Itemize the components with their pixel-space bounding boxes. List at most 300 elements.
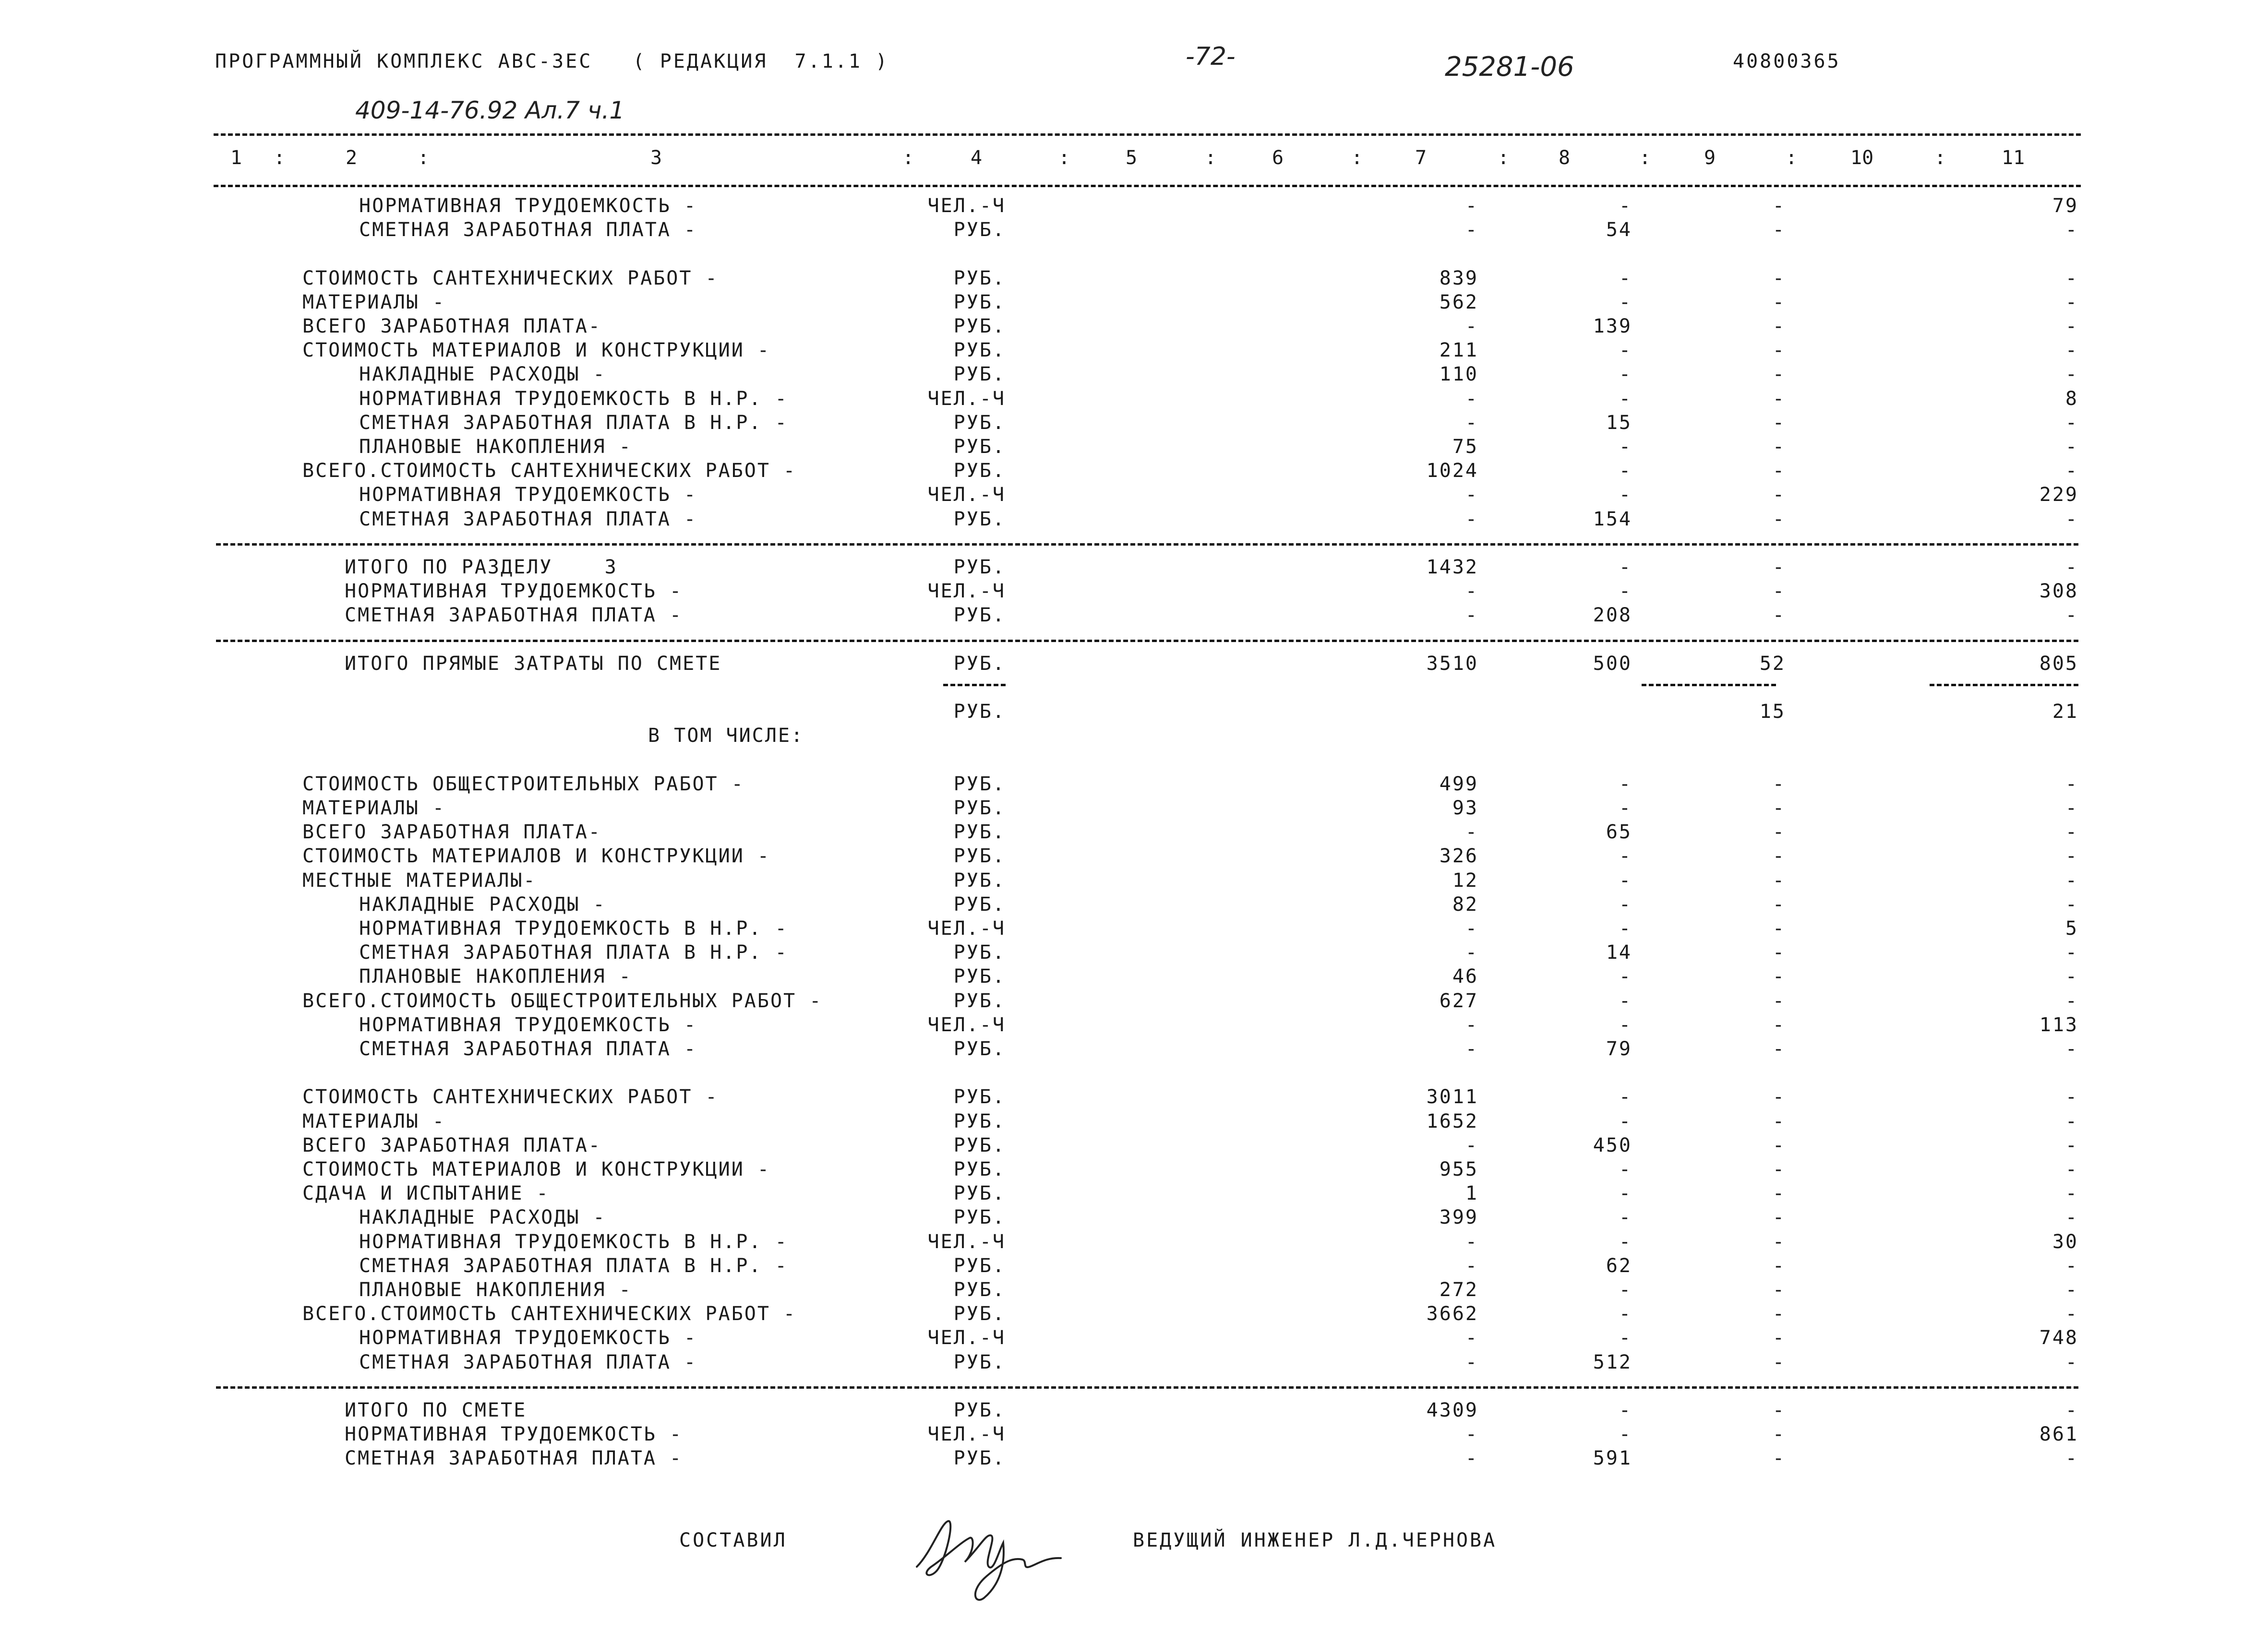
- cell-col9: -: [1772, 412, 1786, 434]
- cell-col8: -: [1619, 556, 1632, 578]
- cell-col9: 52: [1759, 653, 1786, 675]
- column-number: 6: [1272, 147, 1284, 169]
- cell-col8: -: [1619, 460, 1632, 482]
- table-row: [0, 941, 2268, 964]
- cell-col8: 54: [1606, 219, 1632, 241]
- row-label: СДАЧА И ИСПЫТАНИЕ -: [302, 1182, 550, 1204]
- cell-col11: -: [2065, 1206, 2078, 1228]
- row-unit: ЧЕЛ.-Ч: [927, 484, 1006, 506]
- table-row: [0, 652, 2268, 675]
- section-rule: [216, 1386, 2078, 1389]
- table-row: [0, 1085, 2268, 1108]
- cell-col8: -: [1619, 1303, 1632, 1325]
- cell-col8: -: [1619, 965, 1632, 988]
- cell-col11: -: [2065, 1086, 2078, 1108]
- row-label: СМЕТНАЯ ЗАРАБОТНАЯ ПЛАТА -: [359, 1038, 697, 1060]
- cell-col11: -: [2065, 1447, 2078, 1469]
- row-unit: РУБ.: [953, 845, 1006, 867]
- table-row: [0, 580, 2268, 603]
- table-row: [0, 1110, 2268, 1133]
- row-unit: РУБ.: [953, 267, 1006, 289]
- cell-col8: -: [1619, 917, 1632, 940]
- row-label: СМЕТНАЯ ЗАРАБОТНАЯ ПЛАТА -: [345, 1447, 683, 1469]
- cell-col9: -: [1772, 436, 1786, 458]
- cell-col11: 308: [2039, 580, 2078, 602]
- cell-col11: -: [2065, 556, 2078, 578]
- cell-col11: -: [2065, 315, 2078, 337]
- row-label: НОРМАТИВНАЯ ТРУДОЕМКОСТЬ -: [359, 1327, 697, 1349]
- row-unit: РУБ.: [953, 339, 1006, 361]
- cell-col11: 805: [2039, 653, 2078, 675]
- cell-col11: -: [2065, 460, 2078, 482]
- row-label: ВСЕГО ЗАРАБОТНАЯ ПЛАТА-: [302, 315, 601, 337]
- table-row: [0, 821, 2268, 844]
- row-label: ПЛАНОВЫЕ НАКОПЛЕНИЯ -: [359, 965, 632, 988]
- row-unit: РУБ.: [953, 990, 1006, 1012]
- cell-col8: -: [1619, 773, 1632, 795]
- row-label: ИТОГО ПРЯМЫЕ ЗАТРАТЫ ПО СМЕТЕ: [345, 653, 722, 675]
- row-unit: РУБ.: [953, 1206, 1006, 1228]
- row-label: НОРМАТИВНАЯ ТРУДОЕМКОСТЬ В Н.Р. -: [359, 1231, 788, 1253]
- table-row: [0, 267, 2268, 290]
- cell-col9: -: [1772, 460, 1786, 482]
- cell-col8: -: [1619, 1086, 1632, 1108]
- page-number: -72-: [1186, 42, 1236, 71]
- row-unit: РУБ.: [953, 1447, 1006, 1469]
- cell-col7: 110: [1439, 363, 1478, 385]
- cell-col11: -: [2065, 604, 2078, 626]
- cell-col11: -: [2065, 941, 2078, 964]
- table-row: [0, 700, 2268, 723]
- cell-col9: -: [1772, 315, 1786, 337]
- cell-col8: 591: [1593, 1447, 1632, 1469]
- cell-col9: -: [1772, 1303, 1786, 1325]
- table-row: [0, 387, 2268, 410]
- row-label: НОРМАТИВНАЯ ТРУДОЕМКОСТЬ -: [359, 1014, 697, 1036]
- cell-col9: -: [1772, 990, 1786, 1012]
- cell-col7: -: [1465, 1014, 1478, 1036]
- column-number: 4: [971, 147, 983, 169]
- cell-col9: -: [1772, 941, 1786, 964]
- cell-col9: -: [1772, 484, 1786, 506]
- cell-col7: 46: [1452, 965, 1478, 988]
- row-unit: РУБ.: [953, 1086, 1006, 1108]
- cell-col9: -: [1772, 1327, 1786, 1349]
- cell-col7: 272: [1439, 1279, 1478, 1301]
- row-unit: РУБ.: [953, 870, 1006, 892]
- cell-col7: 211: [1439, 339, 1478, 361]
- row-label: НОРМАТИВНАЯ ТРУДОЕМКОСТЬ -: [359, 195, 697, 217]
- row-unit: РУБ.: [953, 1255, 1006, 1277]
- cell-col7: 627: [1439, 990, 1478, 1012]
- cell-col9: -: [1772, 363, 1786, 385]
- table-row: [0, 1230, 2268, 1253]
- cell-col9: -: [1772, 845, 1786, 867]
- cell-col8: 154: [1593, 508, 1632, 530]
- cell-col11: 748: [2039, 1327, 2078, 1349]
- cell-col7: 1652: [1426, 1110, 1478, 1132]
- cell-col8: -: [1619, 195, 1632, 217]
- cell-col9: -: [1772, 1110, 1786, 1132]
- column-number: 11: [2002, 147, 2025, 169]
- row-unit: РУБ.: [953, 797, 1006, 819]
- table-row: [0, 1037, 2268, 1060]
- cell-col8: 62: [1606, 1255, 1632, 1277]
- table-row: [0, 459, 2268, 482]
- cell-col7: -: [1465, 941, 1478, 964]
- cell-col11: -: [2065, 965, 2078, 988]
- cell-col7: -: [1465, 1134, 1478, 1156]
- column-number: 7: [1415, 147, 1427, 169]
- cell-col7: -: [1465, 412, 1478, 434]
- cell-col11: -: [2065, 1255, 2078, 1277]
- row-unit: РУБ.: [953, 436, 1006, 458]
- cell-col7: 82: [1452, 893, 1478, 916]
- cell-col11: 79: [2052, 195, 2078, 217]
- table-row: [0, 917, 2268, 940]
- cell-col11: 5: [2065, 917, 2078, 940]
- cell-col8: 139: [1593, 315, 1632, 337]
- row-label: СМЕТНАЯ ЗАРАБОТНАЯ ПЛАТА -: [345, 604, 683, 626]
- cell-col9: -: [1772, 1038, 1786, 1060]
- cell-col9: -: [1772, 1158, 1786, 1180]
- row-unit: РУБ.: [953, 219, 1006, 241]
- row-label: НАКЛАДНЫЕ РАСХОДЫ -: [359, 363, 606, 385]
- cell-col8: -: [1619, 797, 1632, 819]
- row-unit: РУБ.: [953, 893, 1006, 916]
- cell-col11: -: [2065, 821, 2078, 843]
- column-number: 10: [1850, 147, 1874, 169]
- cell-col11: -: [2065, 990, 2078, 1012]
- cell-col9: -: [1772, 580, 1786, 602]
- row-unit: РУБ.: [953, 556, 1006, 578]
- table-row: [0, 291, 2268, 314]
- row-unit: ЧЕЛ.-Ч: [927, 1231, 1006, 1253]
- cell-col7: 839: [1439, 267, 1478, 289]
- table-row: [0, 604, 2268, 627]
- row-unit: РУБ.: [953, 604, 1006, 626]
- sheet-code: 40800365: [1733, 50, 1841, 72]
- cell-col7: 3662: [1426, 1303, 1478, 1325]
- table-row: [0, 435, 2268, 458]
- column-number: 1: [230, 147, 242, 169]
- row-unit: РУБ.: [953, 653, 1006, 675]
- table-row: [0, 218, 2268, 241]
- row-unit: ЧЕЛ.-Ч: [927, 388, 1006, 410]
- cell-col8: -: [1619, 1423, 1632, 1445]
- cell-col11: -: [2065, 1038, 2078, 1060]
- cell-col9: -: [1772, 1399, 1786, 1421]
- row-unit: ЧЕЛ.-Ч: [927, 195, 1006, 217]
- cell-col8: 450: [1593, 1134, 1632, 1156]
- cell-col7: 1: [1465, 1182, 1478, 1204]
- row-label: В ТОМ ЧИСЛЕ:: [648, 725, 804, 747]
- column-number: 9: [1704, 147, 1716, 169]
- cell-col7: 75: [1452, 436, 1478, 458]
- row-label: НОРМАТИВНАЯ ТРУДОЕМКОСТЬ В Н.Р. -: [359, 917, 788, 940]
- row-unit: РУБ.: [953, 1134, 1006, 1156]
- cell-col9: -: [1772, 870, 1786, 892]
- cell-col9: -: [1772, 195, 1786, 217]
- cell-col11: -: [2065, 219, 2078, 241]
- cell-col7: -: [1465, 580, 1478, 602]
- cell-col9: -: [1772, 1447, 1786, 1469]
- cell-col7: 1432: [1426, 556, 1478, 578]
- column-number: 5: [1126, 147, 1138, 169]
- row-label: ИТОГО ПО РАЗДЕЛУ 3: [345, 556, 618, 578]
- table-row: [0, 1206, 2268, 1229]
- table-row: [0, 508, 2268, 531]
- table-row: [0, 1326, 2268, 1349]
- cell-col8: -: [1619, 363, 1632, 385]
- row-label: СТОИМОСТЬ МАТЕРИАЛОВ И КОНСТРУКЦИИ -: [302, 339, 770, 361]
- composed-label: СОСТАВИЛ: [679, 1529, 787, 1551]
- table-row: [0, 724, 2268, 747]
- cell-col11: -: [2065, 267, 2078, 289]
- row-label: НАКЛАДНЫЕ РАСХОДЫ -: [359, 1206, 606, 1228]
- cell-col9: -: [1772, 339, 1786, 361]
- cell-col9: -: [1772, 291, 1786, 313]
- cell-col7: -: [1465, 1231, 1478, 1253]
- cell-col8: 79: [1606, 1038, 1632, 1060]
- table-row: [0, 194, 2268, 217]
- cell-col9: -: [1772, 1279, 1786, 1301]
- cell-col7: -: [1465, 484, 1478, 506]
- cell-col11: 229: [2039, 484, 2078, 506]
- cell-col8: 14: [1606, 941, 1632, 964]
- row-label: СТОИМОСТЬ САНТЕХНИЧЕСКИХ РАБОТ -: [302, 1086, 719, 1108]
- row-unit: ЧЕЛ.-Ч: [927, 1014, 1006, 1036]
- cell-col9: -: [1772, 267, 1786, 289]
- row-unit: РУБ.: [953, 1110, 1006, 1132]
- cell-col11: -: [2065, 412, 2078, 434]
- row-label: СМЕТНАЯ ЗАРАБОТНАЯ ПЛАТА В Н.Р. -: [359, 1255, 788, 1277]
- cell-col9: -: [1772, 1014, 1786, 1036]
- cell-col7: -: [1465, 821, 1478, 843]
- cell-col7: 3011: [1426, 1086, 1478, 1108]
- cell-col7: 93: [1452, 797, 1478, 819]
- table-row: [0, 1134, 2268, 1157]
- row-label: МАТЕРИАЛЫ -: [302, 291, 445, 313]
- cell-col7: -: [1465, 1351, 1478, 1373]
- table-row: [0, 315, 2268, 338]
- row-unit: ЧЕЛ.-Ч: [927, 1423, 1006, 1445]
- row-label: МАТЕРИАЛЫ -: [302, 1110, 445, 1132]
- subtotal-rule: [1642, 684, 1776, 686]
- table-row: [0, 797, 2268, 820]
- row-unit: РУБ.: [953, 291, 1006, 313]
- cell-col9: -: [1772, 917, 1786, 940]
- table-row: [0, 1351, 2268, 1374]
- section-rule: [216, 640, 2078, 642]
- cell-col9: -: [1772, 773, 1786, 795]
- table-row: [0, 989, 2268, 1013]
- cell-col11: 8: [2065, 388, 2078, 410]
- cell-col8: -: [1619, 1231, 1632, 1253]
- cell-col9: -: [1772, 1351, 1786, 1373]
- row-unit: РУБ.: [953, 315, 1006, 337]
- row-unit: ЧЕЛ.-Ч: [927, 1327, 1006, 1349]
- project-code: 409-14-76.92 Ал.7 ч.1: [355, 96, 625, 124]
- cell-col8: -: [1619, 267, 1632, 289]
- row-label: НОРМАТИВНАЯ ТРУДОЕМКОСТЬ -: [345, 1423, 683, 1445]
- cell-col7: -: [1465, 219, 1478, 241]
- row-unit: РУБ.: [953, 821, 1006, 843]
- cell-col9: -: [1772, 604, 1786, 626]
- cell-col9: -: [1772, 797, 1786, 819]
- subtotal-rule: [1930, 684, 2078, 686]
- row-unit: РУБ.: [953, 363, 1006, 385]
- cell-col8: 208: [1593, 604, 1632, 626]
- cell-col8: -: [1619, 388, 1632, 410]
- table-row: [0, 339, 2268, 362]
- row-unit: РУБ.: [953, 941, 1006, 964]
- cell-col11: 861: [2039, 1423, 2078, 1445]
- row-label: МЕСТНЫЕ МАТЕРИАЛЫ-: [302, 870, 537, 892]
- cell-col7: 3510: [1426, 653, 1478, 675]
- cell-col9: -: [1772, 1231, 1786, 1253]
- cell-col8: -: [1619, 1182, 1632, 1204]
- cell-col8: 65: [1606, 821, 1632, 843]
- row-label: СМЕТНАЯ ЗАРАБОТНАЯ ПЛАТА -: [359, 1351, 697, 1373]
- signature-icon: [902, 1495, 1075, 1605]
- table-row: [0, 869, 2268, 892]
- cell-col11: -: [2065, 870, 2078, 892]
- cell-col9: -: [1772, 965, 1786, 988]
- cell-col8: -: [1619, 484, 1632, 506]
- table-row: [0, 363, 2268, 386]
- row-label: НАКЛАДНЫЕ РАСХОДЫ -: [359, 893, 606, 916]
- row-label: ИТОГО ПО СМЕТЕ: [345, 1399, 527, 1421]
- cell-col8: -: [1619, 1110, 1632, 1132]
- cell-col11: -: [2065, 436, 2078, 458]
- row-label: СТОИМОСТЬ МАТЕРИАЛОВ И КОНСТРУКЦИИ -: [302, 1158, 770, 1180]
- cell-col9: -: [1772, 893, 1786, 916]
- table-row: [0, 1447, 2268, 1470]
- cell-col7: -: [1465, 388, 1478, 410]
- row-unit: РУБ.: [953, 1399, 1006, 1421]
- cell-col7: -: [1465, 1038, 1478, 1060]
- cell-col9: -: [1772, 1182, 1786, 1204]
- cell-col7: -: [1465, 1423, 1478, 1445]
- program-title: ПРОГРАММНЫЙ КОМПЛЕКС АВС-3ЕС ( РЕДАКЦИЯ 7.1.1 ): [215, 50, 889, 72]
- cell-col9: -: [1772, 821, 1786, 843]
- cell-col9: -: [1772, 219, 1786, 241]
- row-unit: РУБ.: [953, 1038, 1006, 1060]
- column-number: 8: [1559, 147, 1571, 169]
- cell-col11: -: [2065, 1134, 2078, 1156]
- row-unit: РУБ.: [953, 1279, 1006, 1301]
- row-label: НОРМАТИВНАЯ ТРУДОЕМКОСТЬ В Н.Р. -: [359, 388, 788, 410]
- cell-col7: -: [1465, 195, 1478, 217]
- cell-col8: -: [1619, 291, 1632, 313]
- row-label: ВСЕГО ЗАРАБОТНАЯ ПЛАТА-: [302, 821, 601, 843]
- row-unit: РУБ.: [953, 773, 1006, 795]
- cell-col11: -: [2065, 508, 2078, 530]
- row-label: ПЛАНОВЫЕ НАКОПЛЕНИЯ -: [359, 1279, 632, 1301]
- table-row: [0, 1158, 2268, 1181]
- row-unit: ЧЕЛ.-Ч: [927, 917, 1006, 940]
- row-label: МАТЕРИАЛЫ -: [302, 797, 445, 819]
- cell-col9: -: [1772, 1134, 1786, 1156]
- table-row: [0, 1278, 2268, 1301]
- cell-col11: -: [2065, 1279, 2078, 1301]
- row-label: НОРМАТИВНАЯ ТРУДОЕМКОСТЬ -: [345, 580, 683, 602]
- cell-col8: -: [1619, 436, 1632, 458]
- cell-col9: -: [1772, 556, 1786, 578]
- subtotal-rule: [943, 684, 1006, 686]
- table-row: [0, 965, 2268, 988]
- row-unit: РУБ.: [953, 1158, 1006, 1180]
- section-rule: [216, 543, 2078, 546]
- cell-col11: -: [2065, 893, 2078, 916]
- cell-col7: 562: [1439, 291, 1478, 313]
- cell-col8: -: [1619, 339, 1632, 361]
- table-row: [0, 1399, 2268, 1422]
- cell-col11: -: [2065, 797, 2078, 819]
- cell-col8: -: [1619, 893, 1632, 916]
- row-unit: РУБ.: [953, 460, 1006, 482]
- cell-col7: 1024: [1426, 460, 1478, 482]
- cell-col11: -: [2065, 339, 2078, 361]
- row-label: ВСЕГО.СТОИМОСТЬ САНТЕХНИЧЕСКИХ РАБОТ -: [302, 1303, 797, 1325]
- table-row: [0, 483, 2268, 506]
- table-row: [0, 845, 2268, 868]
- cell-col8: -: [1619, 1279, 1632, 1301]
- row-label: СМЕТНАЯ ЗАРАБОТНАЯ ПЛАТА В Н.Р. -: [359, 941, 788, 964]
- cell-col8: -: [1619, 1014, 1632, 1036]
- row-unit: ЧЕЛ.-Ч: [927, 580, 1006, 602]
- cell-col7: 399: [1439, 1206, 1478, 1228]
- cell-col11: -: [2065, 1110, 2078, 1132]
- cell-col11: -: [2065, 1158, 2078, 1180]
- cell-col11: 21: [2052, 701, 2078, 723]
- row-label: ПЛАНОВЫЕ НАКОПЛЕНИЯ -: [359, 436, 632, 458]
- cell-col8: -: [1619, 1206, 1632, 1228]
- cell-col8: -: [1619, 1327, 1632, 1349]
- header-top-rule: [214, 133, 2081, 136]
- cell-col9: 15: [1759, 701, 1786, 723]
- cell-col9: -: [1772, 1206, 1786, 1228]
- table-row: [0, 411, 2268, 434]
- column-number: 3: [650, 147, 662, 169]
- cell-col7: 955: [1439, 1158, 1478, 1180]
- cell-col11: -: [2065, 773, 2078, 795]
- header-bottom-rule: [214, 185, 2081, 187]
- cell-col7: 4309: [1426, 1399, 1478, 1421]
- row-label: СМЕТНАЯ ЗАРАБОТНАЯ ПЛАТА -: [359, 219, 697, 241]
- position-name: ВЕДУЩИЙ ИНЖЕНЕР Л.Д.ЧЕРНОВА: [1133, 1529, 1497, 1551]
- cell-col9: -: [1772, 1423, 1786, 1445]
- table-row: [0, 1013, 2268, 1036]
- cell-col8: 512: [1593, 1351, 1632, 1373]
- cell-col7: -: [1465, 917, 1478, 940]
- row-label: СМЕТНАЯ ЗАРАБОТНАЯ ПЛАТА В Н.Р. -: [359, 412, 788, 434]
- cell-col9: -: [1772, 1086, 1786, 1108]
- cell-col11: 30: [2052, 1231, 2078, 1253]
- cell-col7: 499: [1439, 773, 1478, 795]
- row-unit: РУБ.: [953, 701, 1006, 723]
- cell-col7: -: [1465, 315, 1478, 337]
- row-label: СМЕТНАЯ ЗАРАБОТНАЯ ПЛАТА -: [359, 508, 697, 530]
- cell-col8: -: [1619, 845, 1632, 867]
- cell-col7: -: [1465, 1447, 1478, 1469]
- table-row: [0, 1254, 2268, 1277]
- row-unit: РУБ.: [953, 1351, 1006, 1373]
- cell-col7: 326: [1439, 845, 1478, 867]
- row-label: СТОИМОСТЬ САНТЕХНИЧЕСКИХ РАБОТ -: [302, 267, 719, 289]
- cell-col11: -: [2065, 363, 2078, 385]
